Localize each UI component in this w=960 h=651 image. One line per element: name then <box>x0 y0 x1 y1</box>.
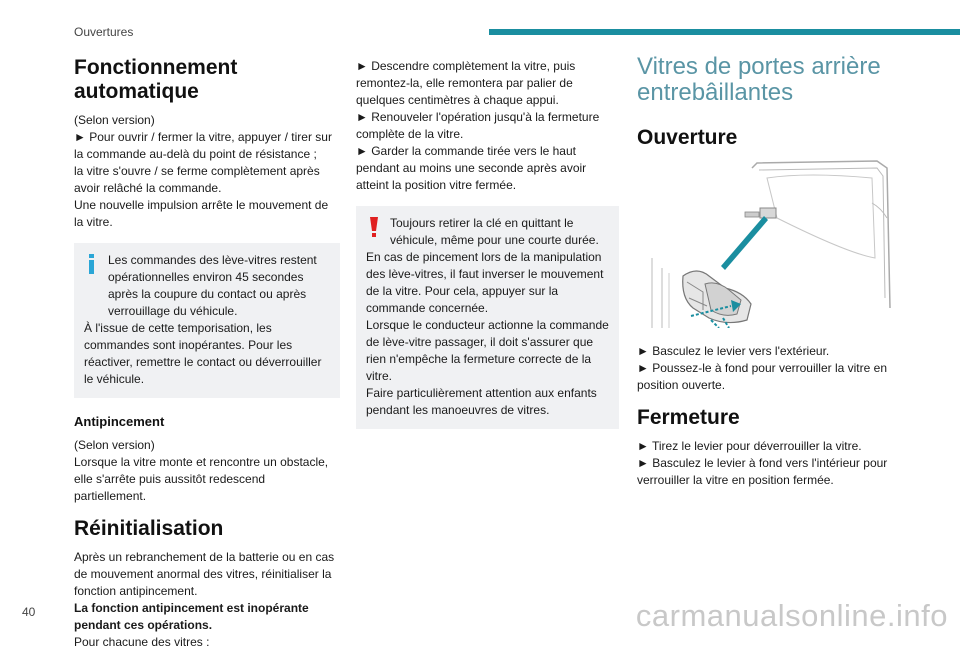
column-left <box>74 56 340 651</box>
ouverture-steps <box>637 343 895 394</box>
heading-antipincement: Antipincement <box>74 414 165 430</box>
auto-text-block <box>74 112 340 231</box>
heading-reinitialisation: Réinitialisation <box>74 517 224 541</box>
warning-text-4: Faire particulièrement attention aux enfants pendant les manoeuvres de vitres. <box>366 386 597 417</box>
anti-version-note: (Selon version) <box>74 438 155 453</box>
heading-fermeture: Fermeture <box>637 405 740 429</box>
rear-window-latch-illustration <box>647 158 893 328</box>
info-box <box>74 243 340 398</box>
step-repeat: ► Renouveler l'opération jusqu'à la fermeture complète de la vitre. <box>356 110 600 141</box>
column-right <box>637 54 895 489</box>
header-accent-bar <box>489 29 960 35</box>
heading-ouverture: Ouverture <box>637 125 738 149</box>
heading-fonctionnement-automatique: Fonctionnement automatique <box>74 56 238 104</box>
watermark: carmanualsonline.info <box>635 598 948 633</box>
step-push-lock: ► Poussez-le à fond pour verrouiller la vitre en position ouverte. <box>637 360 887 392</box>
warning-text-3: Lorsque le conducteur actionne la commande de lève-vitre passager, il doit s'assurer que rien n'empêche la fermeture correcte de la vitre. <box>366 318 609 383</box>
warning-icon <box>368 217 380 237</box>
heading-vitres-arriere: Vitres de portes arrière entrebâillantes <box>637 53 881 106</box>
reinit-text-2: Pour chacune des vitres : <box>74 635 210 650</box>
page-number: 40 <box>22 605 36 619</box>
reinit-bold: La fonction antipincement est inopérante pendant ces opérations. <box>74 601 309 633</box>
step-tilt-out: ► Basculez le levier vers l'extérieur. <box>637 343 830 358</box>
reinit-steps <box>356 58 619 194</box>
anti-text-block <box>74 437 340 505</box>
column-middle <box>356 58 619 445</box>
reinit-text-1: Après un rebranchement de la batterie ou en cas de mouvement anormal des vitres, réinitialiser la fonction antipincement. <box>74 550 335 599</box>
step-descend: ► Descendre complètement la vitre, puis remontez-la, elle remontera par palier de quelques centimètres à chaque appui. <box>356 59 576 107</box>
reinit-text-block <box>74 549 340 651</box>
step-hold: ► Garder la commande tirée vers le haut pendant au moins une seconde après avoir atteint la position vitre fermée. <box>356 144 587 192</box>
warning-text-1: Toujours retirer la clé en quittant le véhicule, même pour une courte durée. <box>390 216 599 247</box>
step-pull-unlock: ► Tirez le levier pour déverrouiller la vitre. <box>637 439 862 454</box>
info-text-2: À l'issue de cette temporisation, les commandes sont inopérantes. Pour les réactiver, remettre le contact ou déverrouiller le véhicule. <box>84 321 322 387</box>
anti-description: Lorsque la vitre monte et rencontre un obstacle, elle s'arrête puis aussitôt redescend partiellement. <box>74 455 329 504</box>
instruction-result: la vitre s'ouvre / se ferme complètement après avoir relâché la commande. <box>74 164 320 196</box>
warning-box <box>356 206 619 429</box>
info-text-1: Les commandes des lève-vitres restent opérationnelles environ 45 secondes après la coupure du contact ou après verrouillage du véhicule. <box>108 253 317 319</box>
fermeture-steps <box>637 438 895 489</box>
info-icon <box>86 254 98 274</box>
step-tilt-in: ► Basculez le levier à fond vers l'intérieur pour verrouiller la vitre en position fermée. <box>637 456 888 488</box>
instruction-open-close: ► Pour ouvrir / fermer la vitre, appuyer / tirer sur la commande au-delà du point de résistance ; <box>74 130 332 162</box>
section-header: Ouvertures <box>74 25 134 39</box>
version-note: (Selon version) <box>74 113 155 128</box>
instruction-stop: Une nouvelle impulsion arrête le mouvement de la vitre. <box>74 198 329 230</box>
warning-text-2: En cas de pincement lors de la manipulation des lève-vitres, il faut inverser le mouvement de la vitre. Pour cela, appuyer sur la commande concernée. <box>366 250 604 315</box>
